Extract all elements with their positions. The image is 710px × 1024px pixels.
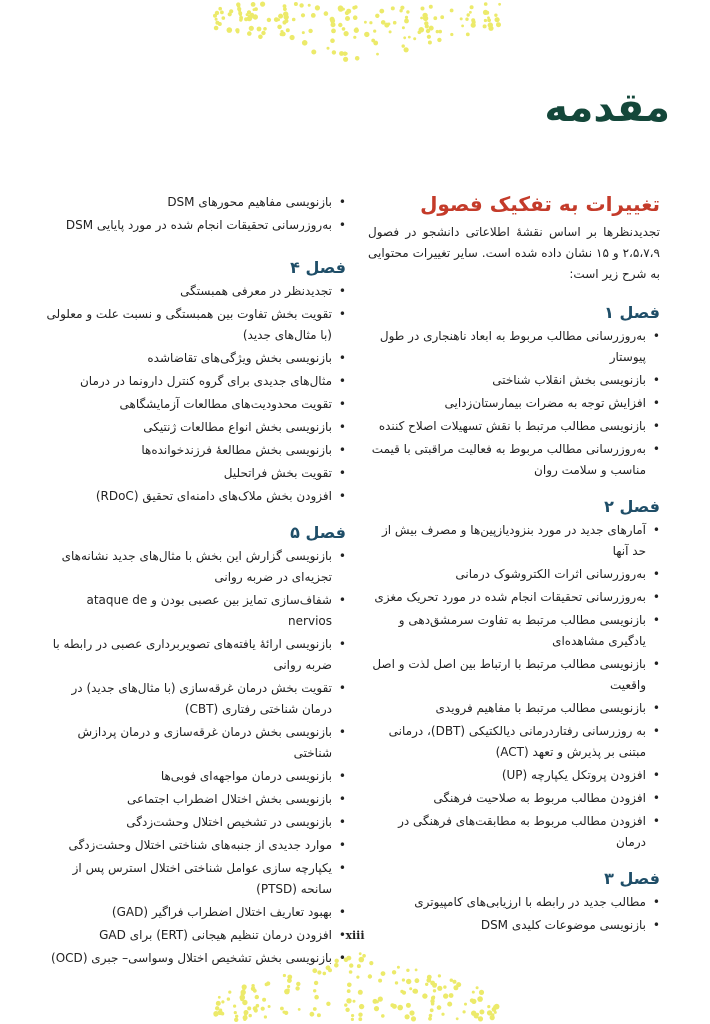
decorative-dot (257, 27, 262, 32)
decorative-dot (392, 1004, 397, 1009)
intro-paragraph: تجدیدنظرها بر اساس نقشهٔ اطلاعاتی دانشجو در فصول ۲،۵،۷،۹ و ۱۵ نشان داده شده است. سایر تغییرات محتوایی به شرح زیر است: (368, 225, 660, 281)
decorative-dot (469, 11, 472, 14)
decorative-dot (215, 1006, 219, 1010)
list-item: • بازنویسی در تشخیص اختلال وحشت‌زدگی (42, 812, 346, 833)
decorative-dot (434, 983, 437, 986)
decorative-dot (342, 27, 346, 31)
decorative-dot (428, 41, 432, 45)
list-item: • به‌روزرسانی تحقیقات انجام شده در مورد تحریک مغزی (368, 587, 660, 608)
decorative-dot (294, 2, 298, 6)
change-list (42, 546, 346, 969)
decorative-dot (484, 2, 488, 6)
decorative-dot (471, 23, 476, 28)
list-item: • بازنویسی ارائهٔ یافته‌های تصویربرداری عصبی در رابطه با ضربه روانی (42, 634, 346, 676)
decorative-dot (267, 18, 271, 22)
decorative-dot (402, 26, 405, 29)
decorative-dot (311, 13, 316, 18)
decorative-dot (339, 51, 344, 56)
decorative-dot (477, 996, 483, 1002)
decorative-dot (368, 974, 372, 978)
list-item: • افزودن مطالب مربوط به صلاحیت فرهنگی (368, 788, 660, 809)
chapter-heading: فصل ۲ (604, 497, 660, 516)
decorative-dot (327, 47, 330, 50)
decorative-dot (298, 1008, 301, 1011)
decorative-dot (397, 966, 400, 969)
list-item: • بازنویسی بخش انواع مطالعات ژنتیکی (42, 417, 346, 438)
decorative-dot (419, 27, 425, 33)
decorative-dot (313, 1007, 317, 1011)
decorative-dot (330, 38, 335, 43)
decorative-dot (302, 40, 308, 46)
decorative-dot (471, 999, 476, 1004)
decorative-dot (216, 1001, 221, 1006)
chapter-3-block (368, 869, 660, 936)
decorative-dot (254, 1008, 258, 1012)
decorative-dot (408, 36, 411, 39)
decorative-dot (436, 30, 439, 33)
decorative-dot (317, 1013, 321, 1017)
decorative-dot (331, 29, 336, 34)
decorative-dot (428, 1017, 432, 1021)
decorative-dot (228, 991, 231, 994)
list-item: • تجدیدنظر در معرفی همبستگی (42, 281, 346, 302)
decorative-dot (472, 991, 475, 994)
decorative-dot (433, 16, 437, 20)
decorative-dot (431, 996, 435, 1000)
decorative-dot (429, 5, 433, 9)
decorative-dot (441, 1013, 444, 1016)
decorative-dot (287, 985, 290, 988)
decorative-dot (244, 1010, 249, 1015)
decorative-dot (236, 30, 239, 33)
list-item: • بازنویسی درمان مواجهه‌ای فوبی‌ها (42, 766, 346, 787)
decorative-dot (277, 18, 280, 21)
list-item: • به روزرسانی رفتاردرمانی دیالکتیکی (DBT)، درمانی مبتنی بر پذیرش و تعهد (ACT) (368, 721, 660, 763)
decorative-dot (489, 26, 492, 29)
decorative-dot (219, 1009, 222, 1012)
decorative-dot (249, 1014, 252, 1017)
decorative-dot (324, 11, 329, 16)
list-item: • تقویت بخش درمان غرقه‌سازی (با مثال‌های جدید) در درمان شناختی رفتاری (CBT) (42, 678, 346, 720)
list-item: • مثال‌های جدیدی برای گروه کنترل دارونما در درمان (42, 371, 346, 392)
decorative-dot (263, 27, 267, 31)
decorative-dot (453, 980, 457, 984)
decorative-dot (249, 26, 254, 31)
decorative-dot (387, 23, 390, 26)
decorative-dot (411, 1016, 416, 1021)
decorative-dot (346, 998, 351, 1003)
decorative-dot (369, 21, 372, 24)
decorative-dot (222, 16, 226, 20)
decorative-dot (498, 3, 501, 6)
decorative-dot (234, 1011, 237, 1014)
chapter-heading: فصل ۴ (290, 258, 346, 277)
decorative-dot (243, 1015, 248, 1020)
decorative-dot (376, 53, 379, 56)
list-item: • بازنویسی بخش انقلاب شناختی (368, 370, 660, 391)
list-item: • بازنویسی مطالب مرتبط با نقش تسهیلات اصلاح کننده (368, 416, 660, 437)
decorative-dot (284, 14, 289, 19)
decorative-dot (278, 14, 282, 18)
decorative-dot (483, 10, 488, 15)
section-title: تغییرات به تفکیک فصول (420, 192, 660, 216)
decorative-dot (299, 3, 303, 7)
decorative-dot (443, 985, 446, 988)
decorative-dot (218, 22, 222, 26)
decorative-dot (391, 6, 395, 10)
decorative-dot (268, 1005, 271, 1008)
decorative-dot (253, 989, 257, 993)
decorative-dot (470, 5, 474, 9)
list-item: • بازنویسی گزارش این بخش با مثال‌های جدید نشانه‌های تجزیه‌ای در ضربه روانی (42, 546, 346, 588)
decorative-dot (476, 986, 479, 989)
chapter-2-block (368, 497, 660, 853)
decorative-dot (429, 1014, 433, 1018)
decorative-dot (239, 13, 242, 16)
decorative-dot (295, 986, 299, 990)
decorative-dot (402, 978, 405, 981)
decorative-dot (292, 18, 296, 22)
decorative-dot (353, 36, 356, 39)
decorative-dot (483, 24, 487, 28)
decorative-dot (338, 23, 342, 27)
decorative-dot (261, 31, 265, 35)
decorative-dot (496, 19, 499, 22)
decorative-dot (364, 32, 369, 37)
decorative-dot (354, 28, 358, 32)
decorative-dot (392, 970, 396, 974)
decorative-dot (251, 2, 256, 7)
decorative-dot (233, 1005, 236, 1008)
decorative-dot (373, 41, 378, 46)
decorative-dot (242, 1000, 247, 1005)
decorative-dot (255, 995, 259, 999)
chapter-4-block (42, 258, 346, 507)
decorative-dot (235, 1015, 238, 1018)
decorative-dot (218, 7, 222, 11)
decorative-dot (221, 1000, 224, 1003)
decorative-dot (405, 1014, 410, 1019)
decorative-dot (437, 986, 442, 991)
change-list (368, 326, 660, 481)
decorative-dot (450, 33, 453, 36)
decorative-dot (331, 22, 336, 27)
decorative-dot (373, 30, 376, 33)
right-column (368, 192, 660, 952)
decorative-dot (244, 17, 248, 21)
list-item: • به‌روزرسانی مطالب مربوط به فعالیت مراقبتی با قیمت مناسب و سلامت روان (368, 439, 660, 481)
decorative-dot (496, 22, 501, 27)
decorative-dot (338, 5, 344, 11)
list-item: • بازنویسی مفاهیم محورهای DSM (42, 192, 346, 213)
decorative-dot (286, 28, 290, 32)
decorative-dot (374, 1006, 379, 1011)
list-item: • افزودن مطالب مربوط به مطابقت‌های فرهنگی در درمان (368, 811, 660, 853)
decorative-dot (311, 50, 316, 55)
decorative-dot (258, 35, 263, 40)
decorative-dot (449, 993, 454, 998)
decorative-dot (240, 18, 243, 21)
list-item: • بازنویسی بخش مطالعهٔ فرزندخوانده‌ها (42, 440, 346, 461)
decorative-dot (359, 1004, 364, 1009)
decorative-dot (381, 1014, 385, 1018)
list-item: • شفاف‌سازی تمایز بین عصبی بودن و ataque de nervios (42, 590, 346, 632)
decorative-dot (227, 997, 230, 1000)
decorative-dot (345, 52, 348, 55)
decorative-dot (352, 6, 356, 10)
decorative-dot (395, 981, 398, 984)
list-item: • بازنویسی بخش ویژگی‌های تقاضاشده (42, 348, 346, 369)
decorative-dot (460, 17, 463, 20)
decorative-dot (450, 979, 453, 982)
left-column (42, 192, 346, 985)
decorative-dot (479, 990, 484, 995)
decorative-dot (471, 1011, 476, 1016)
list-item: • افزودن پروتکل یکپارچه (UP) (368, 765, 660, 786)
decorative-dot (397, 1005, 403, 1011)
decorative-dot (427, 35, 431, 39)
decorative-dot (277, 25, 282, 30)
decorative-dot (464, 1003, 467, 1006)
list-item: • افزودن درمان تنظیم هیجانی (ERT) برای GAD (42, 925, 346, 946)
decorative-dot (412, 989, 417, 994)
decorative-dot (357, 964, 361, 968)
change-list (368, 520, 660, 853)
decorative-dot (438, 974, 441, 977)
top-dot-pattern (0, 0, 710, 70)
list-item: • تقویت بخش فراتحلیل (42, 463, 346, 484)
decorative-dot (393, 21, 397, 25)
decorative-dot (308, 29, 312, 33)
decorative-dot (440, 15, 444, 19)
decorative-dot (425, 24, 429, 28)
decorative-dot (215, 18, 218, 21)
list-item: • بازنویسی بخش تشخیص اختلال وسواسی– جبری (OCD) (42, 948, 346, 969)
decorative-dot (405, 16, 408, 19)
decorative-dot (308, 4, 311, 7)
decorative-dot (247, 1006, 251, 1010)
decorative-dot (261, 1007, 265, 1011)
list-item: • یکپارچه سازی عوامل شناختی اختلال استرس پس از سانحه (PTSD) (42, 858, 346, 900)
list-item: • تقویت بخش تفاوت بین همبستگی و نسبت علت و معلولی (با مثال‌های جدید) (42, 304, 346, 346)
decorative-dot (281, 32, 286, 37)
decorative-dot (264, 1015, 267, 1018)
decorative-dot (355, 56, 360, 61)
decorative-dot (465, 18, 468, 21)
decorative-dot (429, 26, 434, 31)
decorative-dot (301, 13, 305, 17)
decorative-dot (456, 982, 461, 987)
decorative-dot (430, 1008, 434, 1012)
decorative-dot (402, 44, 405, 47)
decorative-dot (399, 9, 402, 12)
decorative-dot (409, 987, 412, 990)
decorative-dot (358, 1017, 362, 1021)
decorative-dot (214, 26, 219, 31)
decorative-dot (229, 9, 233, 13)
decorative-dot (364, 21, 367, 24)
decorative-dot (437, 38, 441, 42)
decorative-dot (284, 989, 290, 995)
decorative-dot (280, 1007, 284, 1011)
decorative-dot (403, 36, 406, 39)
decorative-dot (463, 1010, 466, 1013)
decorative-dot (250, 13, 254, 17)
decorative-dot (283, 7, 287, 11)
decorative-dot (404, 47, 409, 52)
decorative-dot (415, 969, 418, 972)
decorative-dot (375, 14, 379, 18)
decorative-dot (420, 17, 423, 20)
list-item: • موارد جدیدی از جنبه‌های شناختی اختلال وحشت‌زدگی (42, 835, 346, 856)
decorative-dot (409, 1010, 414, 1015)
decorative-dot (241, 990, 246, 995)
chapter-heading: فصل ۱ (604, 303, 660, 322)
page-title: مقدمه (544, 85, 670, 131)
decorative-dot (356, 976, 359, 979)
list-item: • بازنویسی بخش اختلال اضطراب اجتماعی (42, 789, 346, 810)
decorative-dot (493, 1005, 496, 1008)
decorative-dot (389, 30, 392, 33)
list-item: • بازنویسی مطالب مرتبط با مفاهیم فرویدی (368, 698, 660, 719)
decorative-dot (347, 956, 351, 960)
list-item: • به‌روزرسانی اثرات الکتروشوک درمانی (368, 564, 660, 585)
chapter-1-block (368, 303, 660, 481)
decorative-dot (234, 1018, 238, 1022)
list-item: • آمارهای جدید در مورد بنزودیازپین‌ها و مصرف بیش از حد آنها (368, 520, 660, 562)
decorative-dot (487, 1005, 490, 1008)
chapter-5-block (42, 523, 346, 969)
decorative-dot (369, 961, 373, 965)
continued-list (42, 192, 346, 236)
decorative-dot (353, 1000, 356, 1003)
list-item: • به‌روزرسانی تحقیقات انجام شده در مورد پایایی DSM (42, 215, 346, 236)
decorative-dot (381, 20, 386, 25)
decorative-dot (326, 1002, 330, 1006)
decorative-dot (479, 1010, 484, 1015)
decorative-dot (310, 1012, 315, 1017)
chapter-heading: فصل ۵ (290, 523, 346, 542)
decorative-dot (494, 14, 497, 17)
decorative-dot (406, 979, 411, 984)
decorative-dot (349, 963, 353, 967)
decorative-dot (378, 979, 382, 983)
decorative-dot (353, 15, 358, 20)
decorative-dot (315, 5, 320, 10)
decorative-dot (332, 50, 336, 54)
decorative-dot (437, 1005, 442, 1010)
decorative-dot (376, 1000, 379, 1003)
decorative-dot (218, 996, 221, 999)
decorative-dot (427, 975, 432, 980)
decorative-dot (347, 989, 351, 993)
decorative-dot (220, 11, 224, 15)
list-item: • بازنویسی بخش درمان غرقه‌سازی و درمان پردازش شناختی (42, 722, 346, 764)
list-item: • بازنویسی موضوعات کلیدی DSM (368, 915, 660, 936)
decorative-dot (345, 11, 349, 15)
decorative-dot (447, 1002, 452, 1007)
decorative-dot (478, 1016, 483, 1021)
decorative-dot (359, 952, 362, 955)
chapter-heading: فصل ۳ (604, 869, 660, 888)
decorative-dot (351, 1018, 354, 1021)
list-item: • به‌روزرسانی مطالب مربوط به ابعاد ناهنجاری در طول پیوستار (368, 326, 660, 368)
decorative-dot (466, 33, 470, 37)
decorative-dot (487, 1010, 492, 1015)
decorative-dot (358, 1013, 362, 1017)
decorative-dot (379, 9, 384, 14)
decorative-dot (247, 31, 252, 36)
decorative-dot (443, 993, 448, 998)
list-item: • تقویت محدودیت‌های مطالعات آزمایشگاهی (42, 394, 346, 415)
decorative-dot (422, 993, 427, 998)
decorative-dot (381, 971, 386, 976)
decorative-dot (415, 978, 420, 983)
decorative-dot (343, 57, 348, 62)
list-item: • مطالب جدید در رابطه با ارزیابی‌های کامپیوتری (368, 892, 660, 913)
decorative-dot (284, 1011, 288, 1015)
decorative-dot (404, 19, 409, 24)
decorative-dot (345, 1008, 349, 1012)
decorative-dot (344, 31, 349, 36)
decorative-dot (362, 954, 366, 958)
decorative-dot (345, 16, 350, 21)
decorative-dot (487, 18, 491, 22)
decorative-dot (349, 970, 353, 974)
list-item: • افزایش توجه به مضرات بیمارستان‌زدایی (368, 393, 660, 414)
decorative-dot (351, 1014, 354, 1017)
decorative-dot (456, 1017, 459, 1020)
decorative-dot (413, 37, 416, 40)
decorative-dot (262, 998, 266, 1002)
list-item: • بهبود تعاریف اختلال اضطراب فراگیر (GAD) (42, 902, 346, 923)
decorative-dot (402, 991, 406, 995)
decorative-dot (313, 989, 316, 992)
decorative-dot (406, 969, 409, 972)
decorative-dot (450, 9, 454, 13)
decorative-dot (425, 983, 428, 986)
page-number: xiii (345, 929, 365, 942)
decorative-dot (359, 957, 365, 963)
list-item: • بازنویسی مطالب مرتبط به تفاوت سرمشق‌دهی و یادگیری مشاهده‌ای (368, 610, 660, 652)
decorative-dot (314, 995, 319, 1000)
decorative-dot (227, 27, 233, 33)
decorative-dot (344, 1003, 347, 1006)
decorative-dot (358, 990, 363, 995)
decorative-dot (461, 25, 464, 28)
list-item: • بازنویسی مطالب مرتبط با ارتباط بین اصل لذت و اصل واقعیت (368, 654, 660, 696)
decorative-dot (254, 7, 258, 11)
decorative-dot (260, 2, 265, 7)
change-list (42, 281, 346, 507)
decorative-dot (290, 35, 295, 40)
decorative-dot (242, 984, 247, 989)
decorative-dot (467, 13, 470, 16)
decorative-dot (421, 7, 425, 11)
decorative-dot (406, 10, 409, 13)
decorative-dot (347, 983, 352, 988)
decorative-dot (433, 989, 436, 992)
list-item: • افزودن بخش ملاک‌های دامنه‌ای تحقیق (RDoC) (42, 486, 346, 507)
decorative-dot (423, 16, 428, 21)
decorative-dot (302, 31, 305, 34)
decorative-dot (484, 19, 487, 22)
decorative-dot (213, 14, 217, 18)
decorative-dot (406, 1003, 411, 1008)
